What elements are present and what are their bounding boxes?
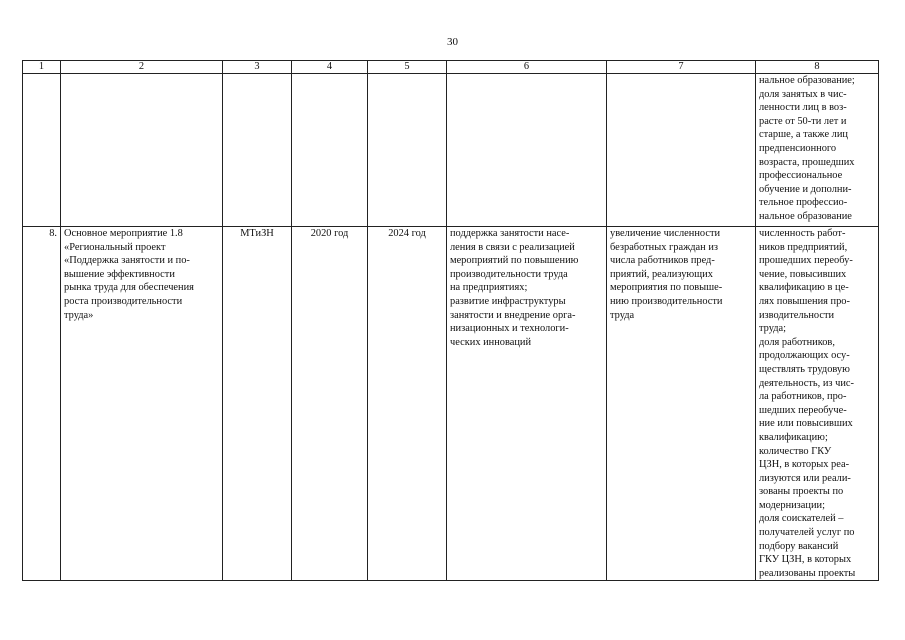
column-header: 7: [607, 61, 756, 74]
column-header: 4: [292, 61, 368, 74]
column-header: 8: [756, 61, 879, 74]
table-row-continuation: [23, 74, 879, 227]
start-year-cell: 2020 год: [292, 227, 368, 581]
expected-result-cell: увеличение численности безработных граждан из числа работников пред- приятий, реализующих мероприятия по повыше- нию производительности труда: [607, 227, 756, 581]
row-number-cell: 8.: [23, 227, 61, 581]
end-year-cell: 2024 год: [368, 227, 447, 581]
table-cell: [607, 74, 756, 227]
column-header: 2: [61, 61, 223, 74]
indicators-continuation-cell: нальное образование; доля занятых в чис- ленности лиц в воз- расте от 50-ти лет и старше, а также лиц предпенсионного возраста, прошедших профессиональное обучение и дополни- тельное профессио- нальное образование: [756, 74, 879, 227]
event-name-cell: Основное мероприятие 1.8 «Региональный проект «Поддержка занятости и по- вышение эффективности рынка труда для обеспечения роста производительности труда»: [61, 227, 223, 581]
column-header: 1: [23, 61, 61, 74]
table-cell: [223, 74, 292, 227]
table-row-8: [23, 227, 879, 581]
directions-cell: поддержка занятости насе- ления в связи с реализацией мероприятий по повышению производительности труда на предприятиях; развитие инфраструктуры занятости и внедрение орга- низационных и технологи- ческих инноваций: [447, 227, 607, 581]
table-cell: [368, 74, 447, 227]
column-header: 5: [368, 61, 447, 74]
indicators-cell: численность работ- ников предприятий, прошедших переобу- чение, повысивших квалификацию в це- лях повышения про- изводительности труда; доля работников, продолжающих осу- ществлять трудовую деятельность, из чис- ла работников, про- шедших переобуче- ние или повысивших квалификацию; количество ГКУ ЦЗН, в которых реа- лизуются или реали- зованы проекты по модернизации; доля соискателей – получателей услуг по подбору вакансий ГКУ ЦЗН, в которых реализованы проекты: [756, 227, 879, 581]
column-header: 3: [223, 61, 292, 74]
measures-table: [22, 60, 879, 581]
page-number: 30: [447, 36, 458, 48]
column-header: 6: [447, 61, 607, 74]
column-header-row: [23, 61, 879, 74]
table-cell: [292, 74, 368, 227]
table-cell: [61, 74, 223, 227]
table-cell: [447, 74, 607, 227]
executor-cell: МТиЗН: [223, 227, 292, 581]
table-cell: [23, 74, 61, 227]
